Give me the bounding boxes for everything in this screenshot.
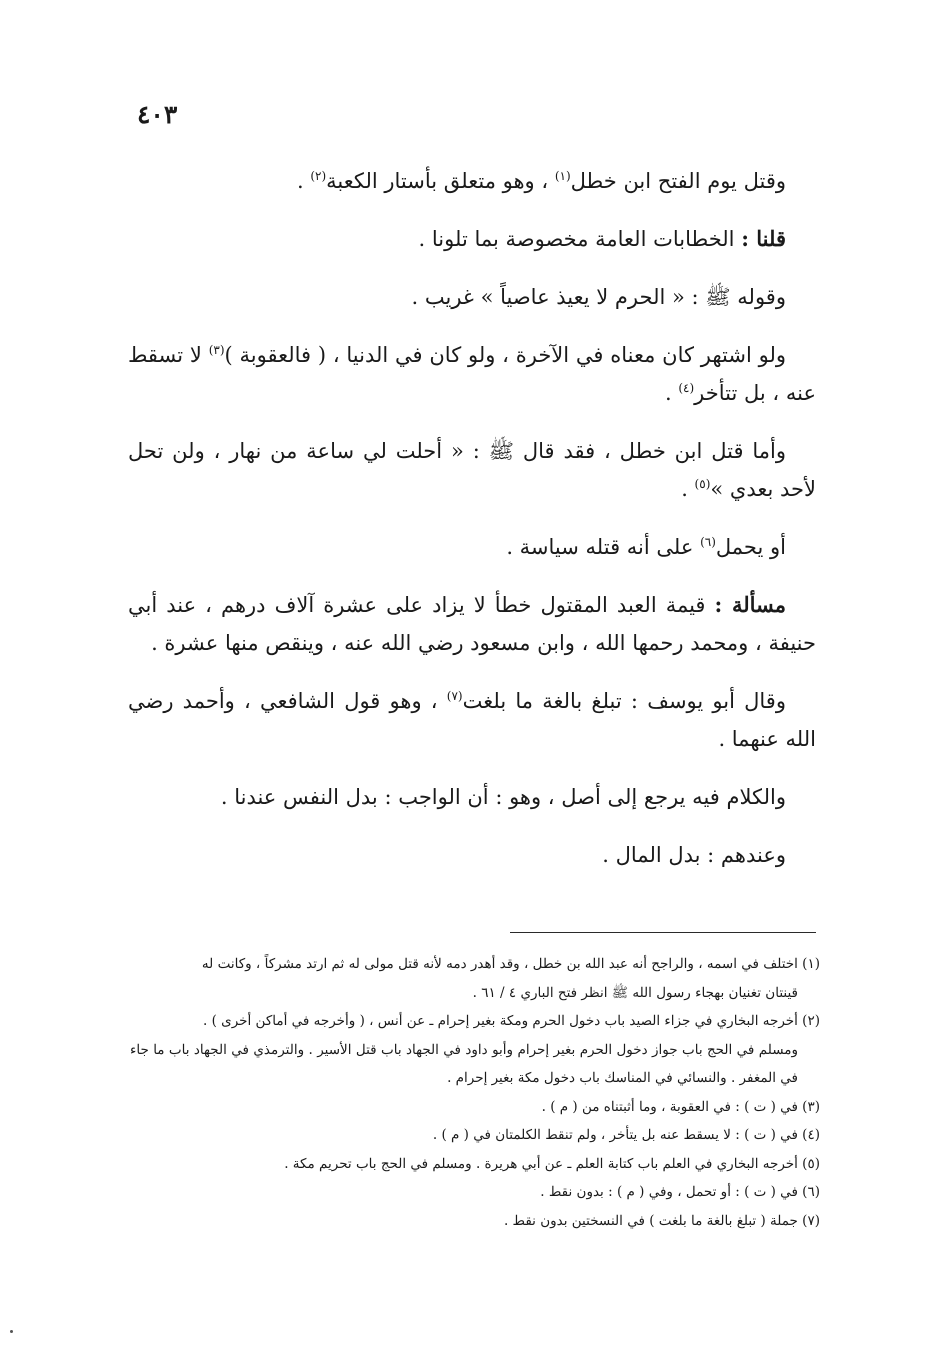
- paragraph-10: [128, 836, 816, 874]
- paragraph-2: [128, 220, 816, 258]
- footnote-ref-4: (٤): [678, 381, 695, 395]
- p1-text: وقتل يوم الفتح ابن خطل: [570, 169, 786, 193]
- footnote-1-text: (١) اختلف في اسمه ، والراجح أنه عبد الله بن خطل ، وقد أهدر دمه لأنه قتل مولى له ثم ارتد مشركاً ، وكانت له: [201, 956, 820, 972]
- footnote-ref-1: (١): [554, 169, 571, 183]
- footnote-1-continuation: قينتان تغنيان بهجاء رسول الله ﷺ انظر فتح الباري ٤ / ٦١ .: [472, 984, 798, 1001]
- p8-text: وقال أبو يوسف : تبلغ بالغة ما بلغت: [462, 689, 786, 713]
- footnote-4: [130, 1121, 820, 1150]
- footnote-6: [130, 1178, 820, 1207]
- p3-text: وقوله ﷺ : « الحرم لا يعيذ عاصياً » غريب .: [411, 285, 786, 309]
- paragraph-5: [128, 432, 816, 508]
- footnote-6-text: (٦) في ( ت ) : أو تحمل ، وفي ( م ) : بدون نقط .: [540, 1184, 820, 1200]
- footnotes: [130, 950, 820, 1235]
- p6-text: أو يحمل: [715, 535, 786, 559]
- footnote-ref-3: (٣): [208, 343, 225, 357]
- footnote-ref-5: (٥): [694, 477, 711, 491]
- paragraph-1: [128, 162, 816, 200]
- p6-end: على أنه قتله سياسة .: [506, 535, 701, 559]
- footnote-ref-2: (٢): [310, 169, 327, 183]
- footnote-4-text: (٤) في ( ت ) : لا يسقط عنه بل يتأخر ، ولم تنقط الكلمتان في ( م ) .: [432, 1127, 820, 1143]
- footnote-5-text: (٥) أخرجه البخاري في العلم باب كتابة العلم ـ عن أبي هريرة . ومسلم في الحج باب تحريم مكة .: [284, 1155, 820, 1172]
- p1-end: .: [296, 169, 311, 193]
- footnote-3: [130, 1093, 820, 1122]
- paragraph-3: [128, 278, 816, 316]
- footnote-ref-6: (٦): [700, 535, 716, 549]
- p4-text: ولو اشتهر كان معناه في الآخرة ، ولو كان في الدنيا ، ( فالعقوبة ): [224, 343, 786, 367]
- p5-end: .: [681, 477, 695, 501]
- footnote-2-continuation: ومسلم في الحج باب جواز دخول الحرم بغير إحرام وأبو داود في الجهاد باب قتل الأسير . والترمذي في الجهاد باب ما جاء في المغفر . والنسائي في المناسك باب دخول مكة بغير إحرام .: [130, 1041, 798, 1086]
- p4-end: .: [664, 381, 679, 405]
- footnote-2-text: (٢) أخرجه البخاري في جزاء الصيد باب دخول الحرم ومكة بغير إحرام ـ عن أنس ، ( وأخرجه في أماكن أخرى ) .: [203, 1013, 820, 1029]
- paragraph-8: [128, 682, 816, 758]
- footnote-3-text: (٣) في ( ت ) : في العقوبة ، وما أثبتناه من ( م ) .: [541, 1098, 820, 1115]
- scan-speck: [10, 1330, 13, 1333]
- p10-text: وعندهم : بدل المال .: [602, 843, 786, 867]
- footnote-2: [130, 1007, 820, 1093]
- paragraph-6: [128, 528, 816, 566]
- p1-mid: ، وهو متعلق بأستار الكعبة: [326, 169, 555, 193]
- p9-text: والكلام فيه يرجع إلى أصل ، وهو : أن الواجب : بدل النفس عندنا .: [220, 785, 786, 809]
- p8-end: ، وهو قول الشافعي ، وأحمد رضي الله عنهما .: [128, 689, 816, 751]
- page-number: ٤٠٣: [137, 100, 178, 129]
- paragraph-7: [128, 586, 816, 662]
- paragraph-9: [128, 778, 816, 816]
- p2-lead: قلنا :: [741, 226, 786, 251]
- footnote-divider: [510, 932, 816, 933]
- p4-mid: لا تسقط عنه ، بل تتأخر: [128, 343, 816, 405]
- p5-text: وأما قتل ابن خطل ، فقد قال ﷺ : « أحلت لي ساعة من نهار ، ولن تحل لأحد بعدي »: [128, 439, 816, 501]
- footnote-1: [130, 950, 820, 1007]
- p2-text: الخطابات العامة مخصوصة بما تلونا .: [418, 227, 742, 251]
- paragraph-4: [128, 336, 816, 412]
- p7-lead: مسألة :: [714, 592, 787, 617]
- main-text: [128, 162, 816, 894]
- footnote-5: [130, 1150, 820, 1179]
- p7-text: قيمة العبد المقتول خطأ لا يزاد على عشرة آلاف درهم ، عند أبي حنيفة ، ومحمد رحمها الله ، وابن مسعود رضي الله عنه ، وينقص منها عشرة .: [128, 593, 816, 655]
- footnote-ref-7: (٧): [446, 689, 463, 703]
- footnote-7-text: (٧) جملة ( تبلغ بالغة ما بلغت ) في النسختين بدون نقط .: [503, 1212, 820, 1229]
- footnote-7: [130, 1207, 820, 1236]
